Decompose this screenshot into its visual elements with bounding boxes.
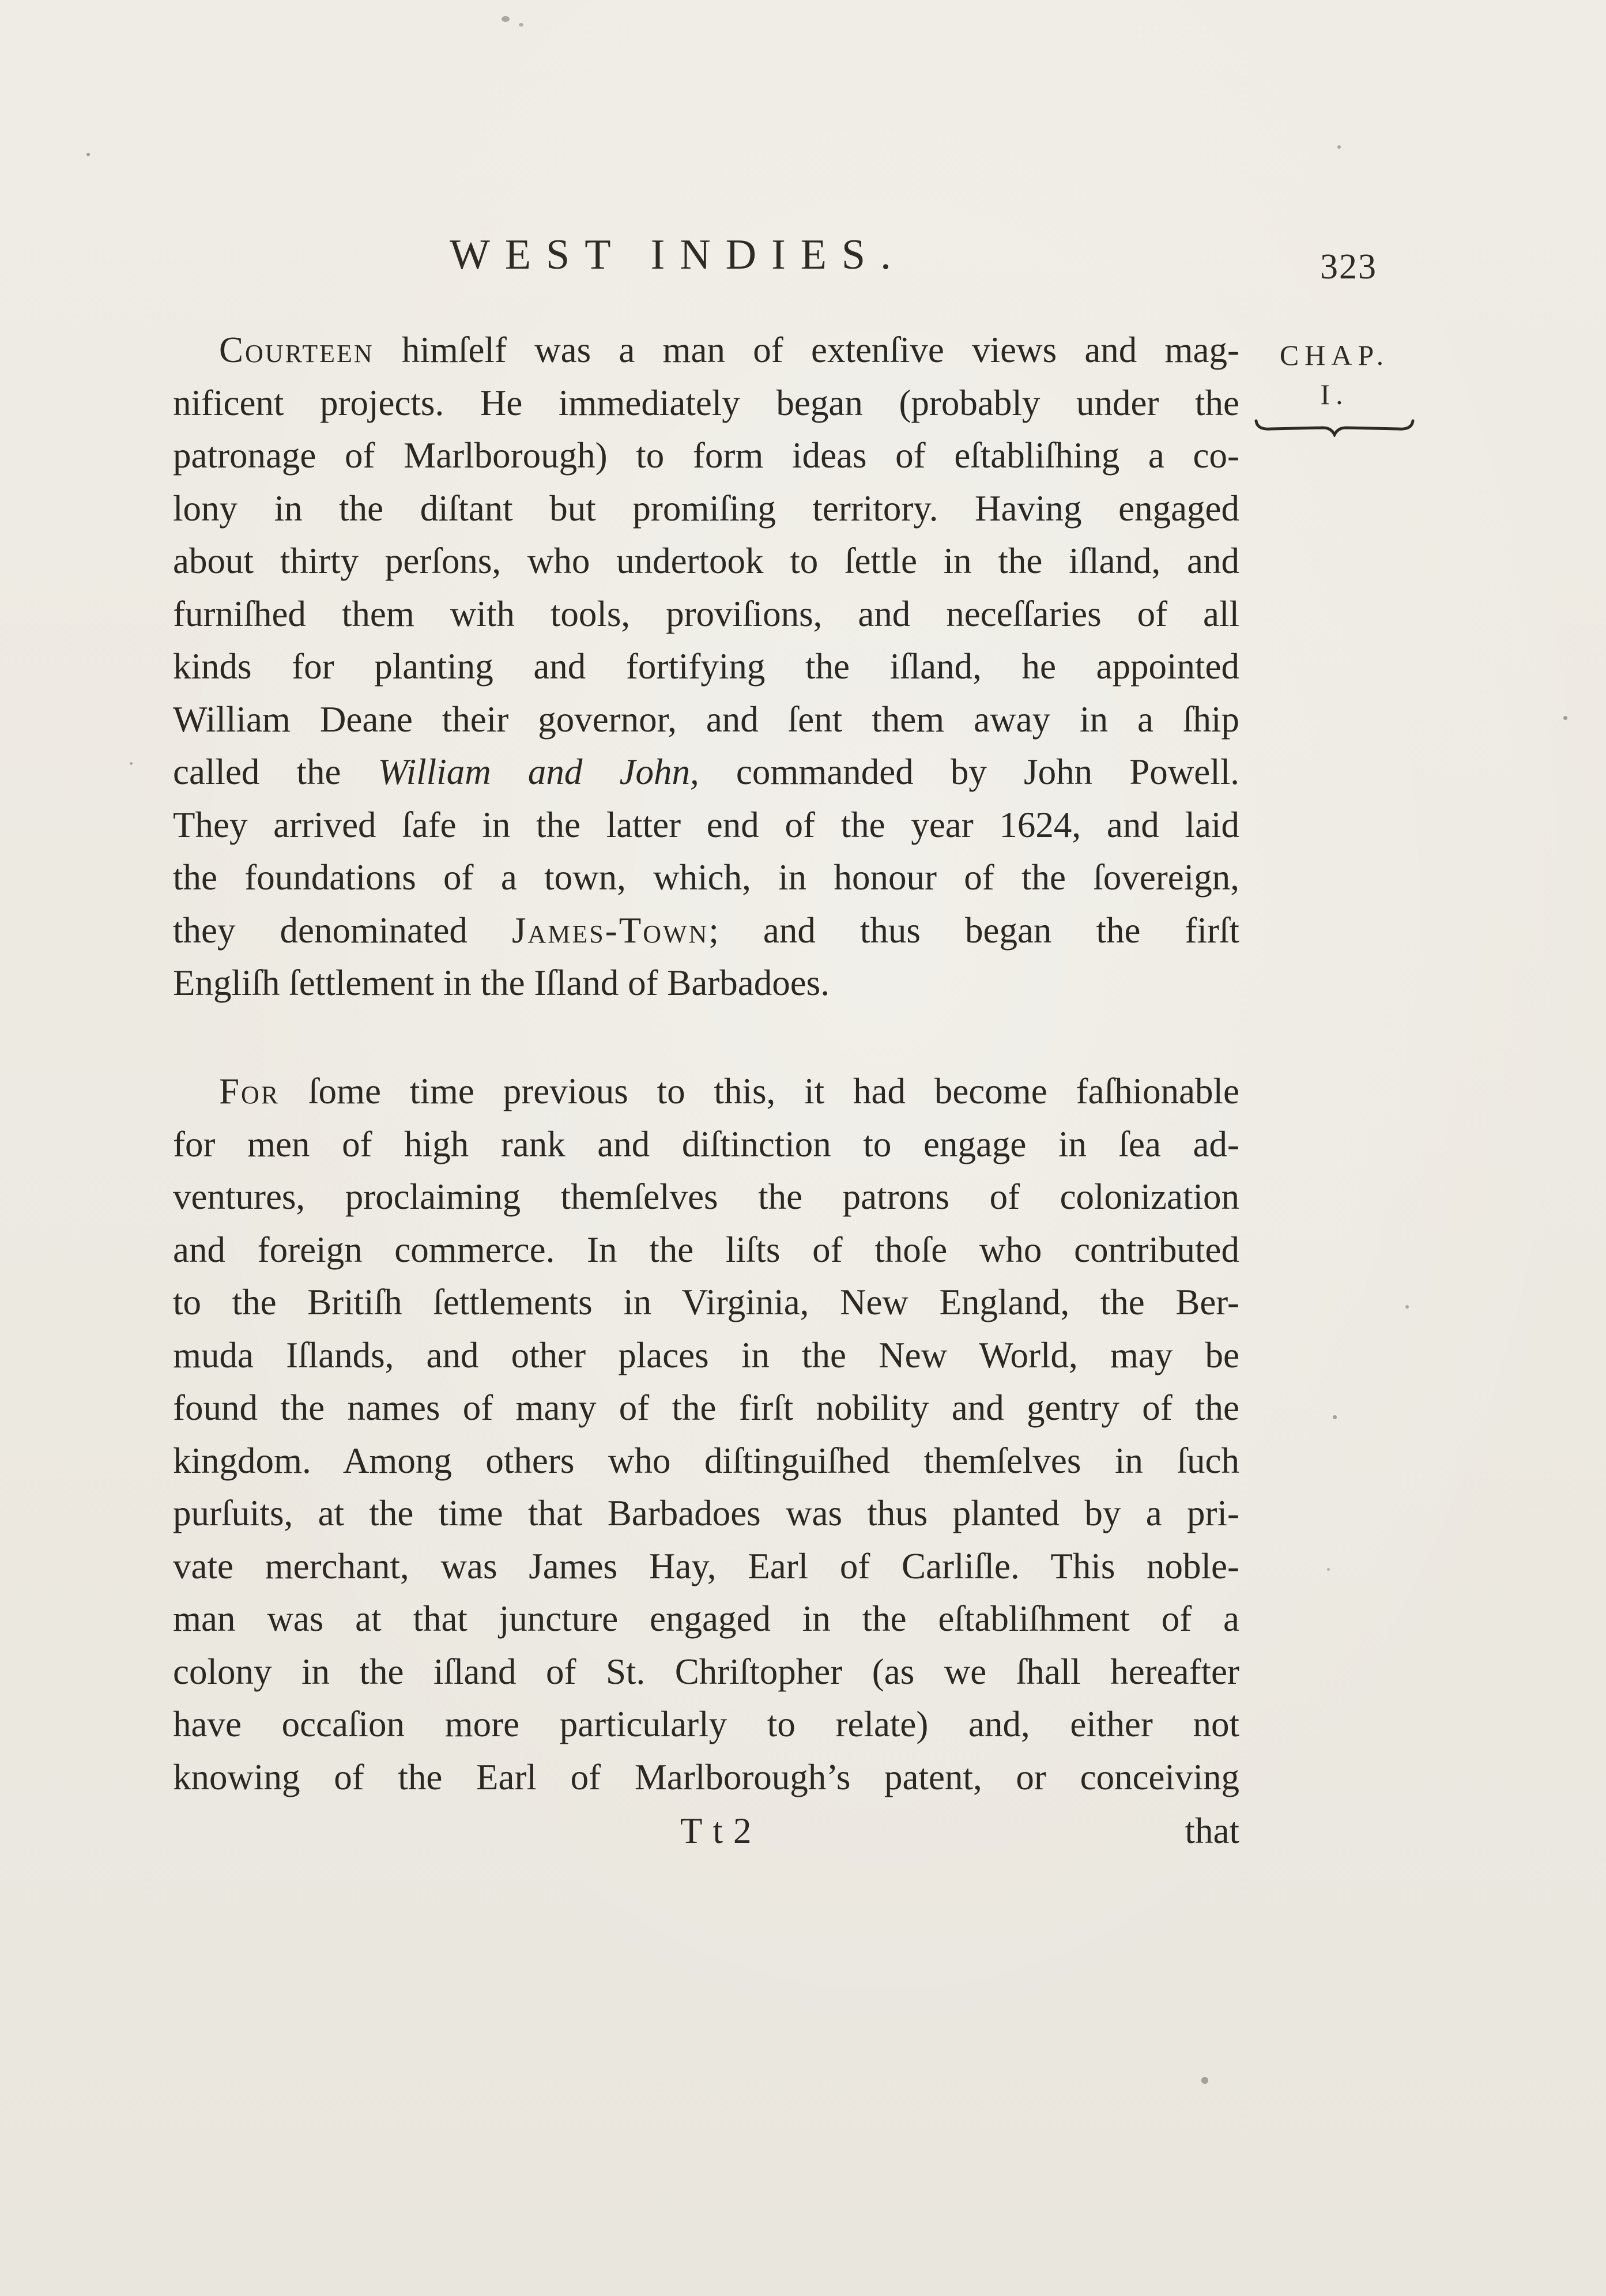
brace-ornament-icon (1254, 417, 1415, 437)
paper-speck (1563, 716, 1567, 720)
page-number: 323 (1320, 247, 1377, 286)
text-line: to the Britiſh ſettlements in Virginia, New England, the Ber- (173, 1282, 1239, 1322)
text-line: kinds for planting and fortifying the iſland, he appointed (173, 646, 1239, 687)
text-line: man was at that juncture engaged in the eſtabliſhment of a (173, 1598, 1239, 1639)
text-line: they denominated James-Town; and thus began the firſt (173, 910, 1239, 951)
text-line: lony in the diſtant but promiſing territory. Having engaged (173, 488, 1239, 529)
text-line: ventures, proclaiming themſelves the patrons of colonization (173, 1177, 1239, 1217)
paper-speck (519, 23, 523, 27)
text-line: vate merchant, was James Hay, Earl of Carliſle. This noble- (173, 1545, 1239, 1586)
text-line: purſuits, at the time that Barbadoes was thus planted by a pri- (173, 1493, 1239, 1533)
running-head: WEST INDIES. (450, 231, 906, 278)
text-line: and foreign commerce. In the liſts of thoſe who contributed (173, 1229, 1239, 1270)
paper-speck (1337, 145, 1341, 149)
text-line: furniſhed them with tools, proviſions, and neceſſaries of all (173, 593, 1239, 634)
paper-speck (502, 16, 510, 22)
text-line: have occaſion more particularly to relate) and, either not (173, 1704, 1239, 1744)
chapter-number: I. (1320, 378, 1349, 410)
text-line: William Deane their governor, and ſent them away in a ſhip (173, 699, 1239, 740)
paper-speck (1333, 1415, 1337, 1419)
text-line: colony in the iſland of St. Chriſtopher (as we ſhall hereafter (173, 1651, 1239, 1692)
text-line: called the William and John, commanded by John Powell. (173, 752, 1239, 792)
chapter-label: CHAP. (1279, 339, 1390, 371)
ship-name: William and John, (378, 752, 699, 792)
paper-speck (130, 762, 133, 765)
page-footer (173, 1810, 1239, 1863)
catchword: that (1185, 1811, 1239, 1851)
text-line: Courteen himſelf was a man of extenſive views and mag- (219, 330, 1239, 370)
text-line: patronage of Marlborough) to form ideas of eſtabliſhing a co- (173, 435, 1239, 476)
text-line: muda Iſlands, and other places in the New World, may be (173, 1334, 1239, 1375)
paper-speck (86, 153, 90, 156)
paper-speck (1327, 1568, 1330, 1571)
text-line: They arrived ſafe in the latter end of the year 1624, and laid (173, 804, 1239, 845)
signature-mark: Tt2 (680, 1811, 762, 1851)
paper-speck (1405, 1305, 1409, 1309)
text-line: about thirty perſons, who undertook to ſettle in the iſland, and (173, 541, 1239, 581)
text-line: nificent projects. He immediately began (probably under the (173, 382, 1239, 423)
small-caps-word: For (219, 1071, 280, 1111)
text-line: For ſome time previous to this, it had become faſhionable (219, 1071, 1239, 1111)
text-line: Engliſh ſettlement in the Iſland of Barbadoes. (173, 963, 830, 1003)
town-name: James-Town (512, 910, 709, 951)
text-line: found the names of many of the firſt nobility and gentry of the (173, 1388, 1239, 1428)
text-line: knowing of the Earl of Marlborough’s patent, or conceiving (173, 1756, 1239, 1797)
paragraph-2 (173, 1065, 1239, 1857)
small-caps-name: Courteen (219, 330, 374, 370)
paragraph-1 (173, 324, 1239, 1010)
paper-speck (1201, 2077, 1208, 2084)
text-line: the foundations of a town, which, in honour of the ſovereign, (173, 857, 1239, 898)
chapter-marginal-note (1251, 335, 1418, 437)
text-line: kingdom. Among others who diſtinguiſhed themſelves in ſuch (173, 1440, 1239, 1481)
text-line: for men of high rank and diſtinction to engage in ſea ad- (173, 1124, 1239, 1164)
